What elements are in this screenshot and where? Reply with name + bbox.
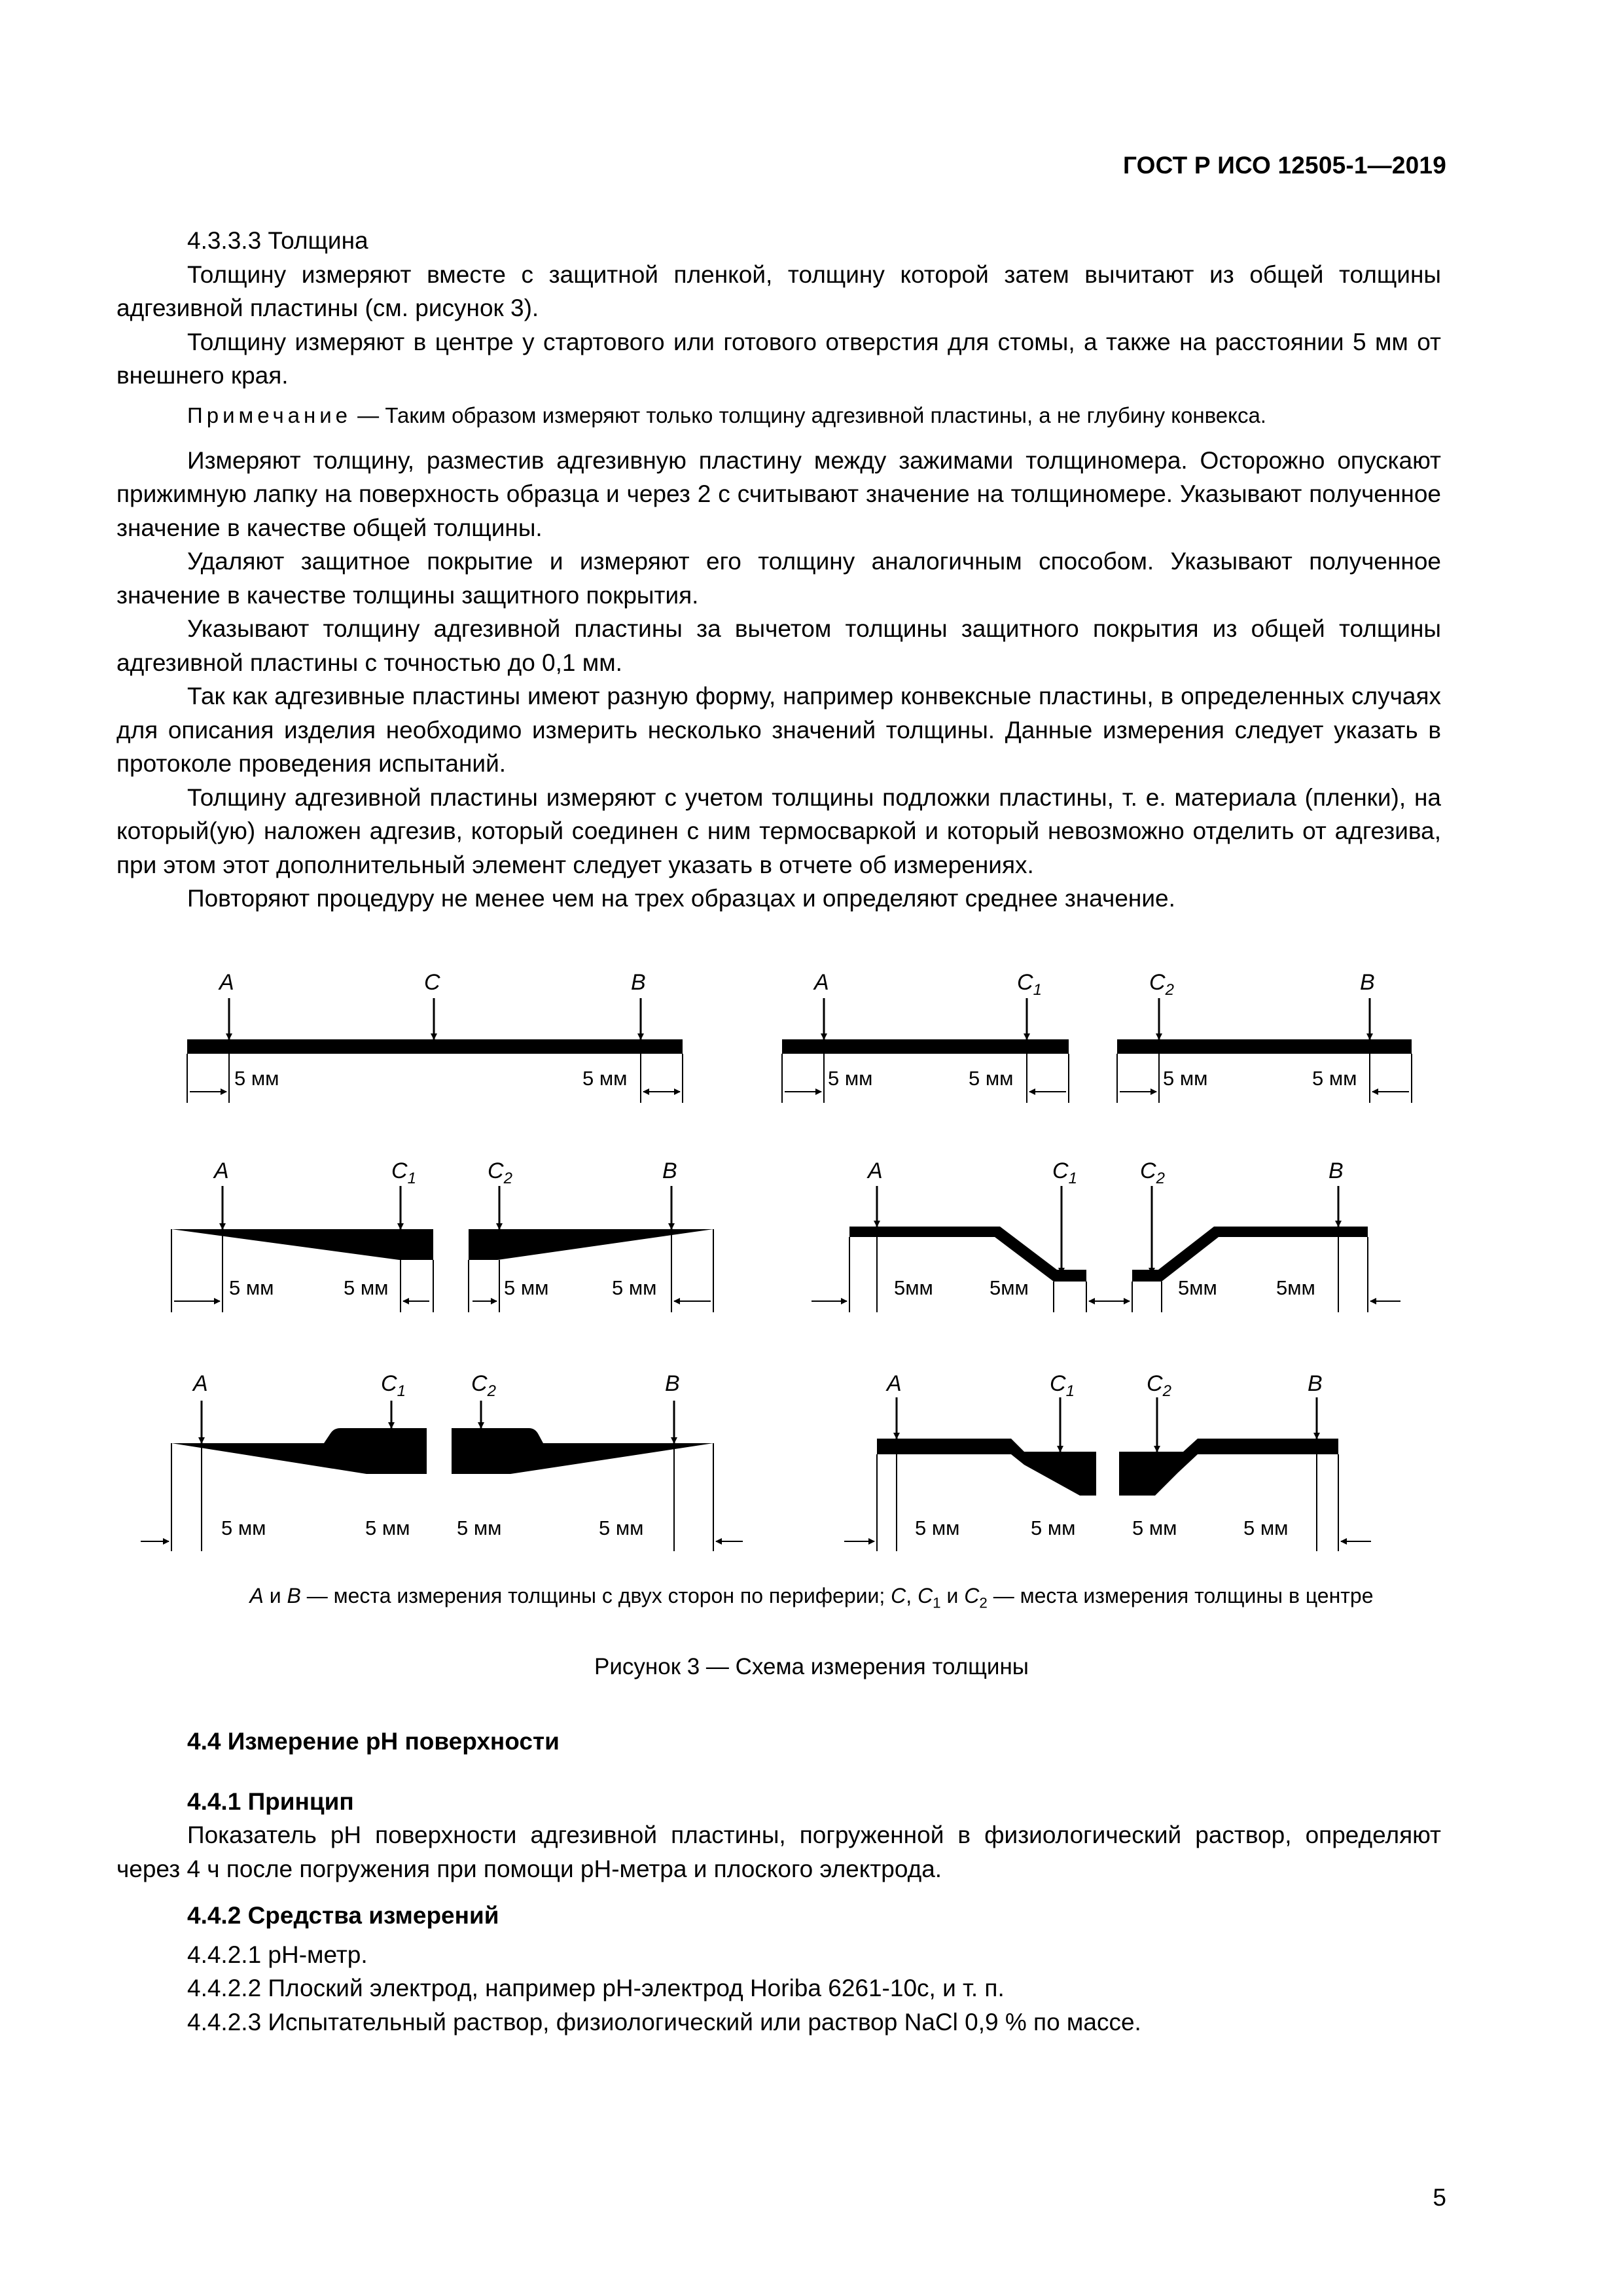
label-c1: $C_1$ — [381, 1371, 406, 1400]
dim-5mm: 5 мм — [1132, 1516, 1177, 1539]
note-label: Примечание — [187, 403, 352, 427]
paragraph: Повторяют процедуру не менее чем на трех образцах и определяют среднее значение. — [187, 885, 1175, 912]
note — [116, 399, 1441, 432]
dim-5mm: 5мм — [1276, 1276, 1315, 1299]
label-a: A — [219, 970, 234, 995]
label-b: B — [1329, 1158, 1344, 1183]
label-b: B — [662, 1158, 677, 1183]
label-b: B — [631, 970, 646, 995]
plate-shape — [171, 1229, 433, 1260]
paragraph: Толщину адгезивной пластины измеряют с учетом толщины подложки пластины, т. е. материала (пленки), на который(ую) наложен адгезив, который соединен с ним термосваркой и который невозможно отделить от адгезива, при этом этот дополнительный элемент следует указать в отчете об измерениях. — [116, 783, 1441, 878]
dim-5mm: 5 мм — [612, 1276, 657, 1299]
paragraph: Удаляют защитное покрытие и измеряют его толщину аналогичным способом. Указывают полученное значение в качестве толщины защитного покрытия. — [116, 548, 1441, 609]
dim-5mm: 5 мм — [1163, 1067, 1208, 1090]
dim-5mm: 5 мм — [344, 1276, 389, 1299]
dim-5mm: 5 мм — [365, 1516, 410, 1539]
diagram-convex-halves — [812, 1158, 1400, 1312]
paragraph: Измеряют толщину, разместив адгезивную пластину между зажимами толщиномера. Осторожно опускают прижимную лапку на поверхность образца и через 2 с считывают значение на толщиномере. Указывают полученное значение в качестве общей толщины. — [116, 446, 1441, 541]
dim-5mm: 5 мм — [234, 1067, 279, 1090]
note-text: — Таким образом измеряют только толщину адгезивной пластины, а не глубину конвекса. — [351, 403, 1266, 427]
label-a: A — [214, 1158, 229, 1183]
label-a: A — [868, 1158, 883, 1183]
paragraph: Указывают толщину адгезивной пластины за вычетом толщины защитного покрытия из общей толщины адгезивной пластины с точностью до 0,1 мм. — [116, 615, 1441, 676]
dim-5mm: 5мм — [1178, 1276, 1217, 1299]
dim-5mm: 5 мм — [582, 1067, 628, 1090]
label-c1: $C_1$ — [1050, 1371, 1075, 1400]
page-number: 5 — [1433, 2184, 1446, 2211]
plate-shape — [171, 1428, 427, 1474]
dim-5mm: 5 мм — [1031, 1516, 1076, 1539]
dim-5mm: 5мм — [894, 1276, 933, 1299]
dim-5mm: 5 мм — [969, 1067, 1014, 1090]
label-c2: $C_2$ — [471, 1371, 496, 1400]
label-c1: $C_1$ — [1052, 1158, 1077, 1187]
plate-shape — [877, 1439, 1096, 1496]
plate-shape — [187, 1039, 683, 1054]
thickness-schema-svg — [0, 956, 1623, 1610]
label-c2: $C_2$ — [1149, 970, 1174, 999]
diagram-flat-halves — [782, 970, 1412, 1103]
section-4333-title: 4.3.3.3 Толщина — [187, 227, 368, 254]
section-44 — [116, 1725, 1441, 2039]
paragraph: Толщину измеряют в центре у стартового или готового отверстия для стомы, а также на расстоянии 5 мм от внешнего края. — [116, 328, 1441, 389]
dim-5mm: 5 мм — [828, 1067, 873, 1090]
figure-title: Рисунок 3 — Схема измерения толщины — [594, 1654, 1029, 1679]
dim-5mm: 5мм — [990, 1276, 1029, 1299]
figure-caption: A и B — места измерения толщины с двух сторон по периферии; C, $C_1$ и $C_2$ — места измерения толщины в центре — [249, 1584, 1374, 1611]
section-44-title: 4.4 Измерение pH поверхности — [187, 1728, 560, 1755]
section-442-title: 4.4.2 Средства измерений — [187, 1902, 499, 1929]
section-441-title: 4.4.1 Принцип — [187, 1787, 354, 1815]
label-a: A — [887, 1371, 902, 1396]
label-c: C — [424, 970, 440, 995]
label-c1: $C_1$ — [1017, 970, 1042, 999]
list-item: 4.4.2.3 Испытательный раствор, физиологический или раствор NaCl 0,9 % по массе. — [187, 2008, 1141, 2036]
diagram-tapered-raised-halves — [141, 1371, 743, 1551]
label-a: A — [193, 1371, 208, 1396]
label-b: B — [665, 1371, 680, 1396]
label-c2: $C_2$ — [488, 1158, 512, 1187]
label-b: B — [1360, 970, 1375, 995]
dim-5mm: 5 мм — [457, 1516, 502, 1539]
paragraph: Показатель pH поверхности адгезивной пластины, погруженной в физиологический раствор, определяют через 4 ч после погружения при помощи pH-метра и плоского электрода. — [116, 1821, 1441, 1882]
dim-5mm: 5 мм — [221, 1516, 266, 1539]
paragraph: Толщину измеряют вместе с защитной пленкой, толщину которой затем вычитают из общей толщины адгезивной пластины (см. рисунок 3). — [116, 260, 1441, 321]
dim-5mm: 5 мм — [1312, 1067, 1357, 1090]
list-item: 4.4.2.2 Плоский электрод, например pH-электрод Horiba 6261-10c, и т. п. — [187, 1975, 1005, 2001]
section-4333 — [116, 224, 1441, 916]
dim-5mm: 5 мм — [229, 1276, 274, 1299]
plate-shape — [782, 1039, 1069, 1054]
document-header: ГОСТ Р ИСО 12505-1—2019 — [1122, 152, 1446, 179]
thickness-figure — [0, 956, 1623, 1610]
paragraph: Так как адгезивные пластины имеют разную форму, например конвексные пластины, в определенных случаях для описания изделия необходимо измерить несколько значений толщины. Данные измерения следует указать в протоколе проведения испытаний. — [116, 683, 1441, 777]
dim-5mm: 5 мм — [1243, 1516, 1289, 1539]
label-c2: $C_2$ — [1140, 1158, 1165, 1187]
dim-5mm: 5 мм — [504, 1276, 549, 1299]
dim-5mm: 5 мм — [915, 1516, 960, 1539]
label-c1: $C_1$ — [391, 1158, 416, 1187]
plate-shape — [1119, 1439, 1338, 1496]
label-a: A — [814, 970, 829, 995]
diagram-tapered-halves — [171, 1158, 713, 1312]
list-item: 4.4.2.1 pH-метр. — [187, 1941, 368, 1968]
plate-shape — [849, 1227, 1086, 1282]
label-b: B — [1308, 1371, 1323, 1396]
label-c2: $C_2$ — [1147, 1371, 1171, 1400]
diagram-flat-plate — [187, 970, 683, 1103]
dim-5mm: 5 мм — [599, 1516, 644, 1539]
plate-shape — [1117, 1039, 1412, 1054]
plate-shape — [469, 1229, 713, 1260]
diagram-stepped-halves — [844, 1371, 1371, 1551]
plate-shape — [1132, 1227, 1368, 1282]
